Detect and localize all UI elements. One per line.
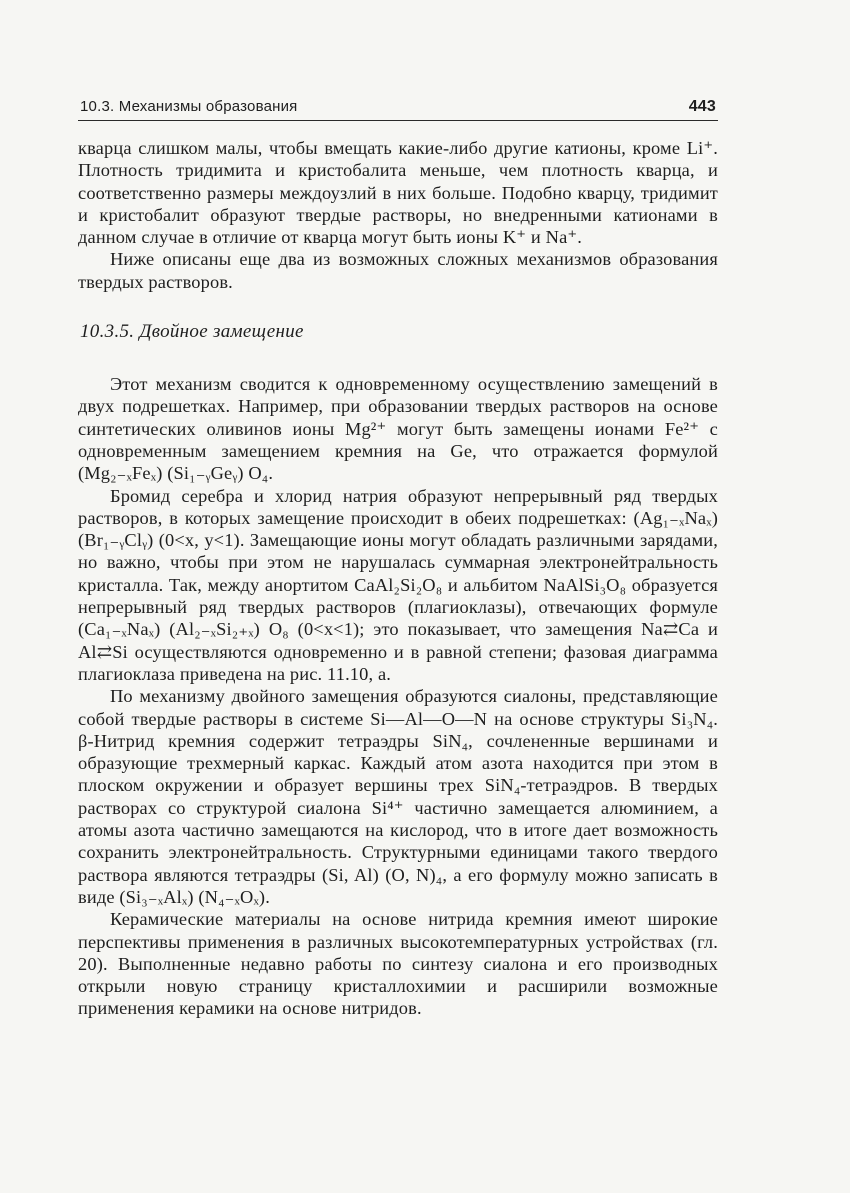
subsection-title: 10.3.5. Двойное замещение — [80, 321, 304, 343]
book-page — [78, 98, 718, 1020]
paragraph-continued: кварца слишком малы, чтобы вмещать какие-либо другие катионы, кроме Li⁺. Плотность тридимита и кристобалита меньше, чем плотность кварца, и соответственно размеры междоузлий в них больше. Подобно кварцу, тридимит и кристобалит образуют твердые растворы, но внедренными катионами в данном случае в отличие от кварца могут быть ионы K⁺ и Na⁺. — [78, 138, 718, 248]
paragraph: По механизму двойного замещения образуются сиалоны, представляющие собой твердые растворы в системе Si—Al—O—N на основе структуры Si₃N₄. β-Нитрид кремния содержит тетраэдры SiN₄, сочлененные вершинами и образующие трехмерный каркас. Каждый атом азота находится при этом в плоском окружении и образует вершины трех SiN₄-тетраэдров. В твердых растворах со структурой сиалона Si⁴⁺ частично замещается алюминием, а атомы азота частично замещаются на кислород, что в итоге дает возможность сохранить электронейтральность. Структурными единицами такого твердого раствора являются тетраэдры (Si, Al) (O, N)₄, а его формулу можно записать в виде (Si₃₋ₓAlₓ) (N₄₋ₓOₓ). — [78, 686, 718, 907]
section-heading: 10.3. Механизмы образования — [80, 98, 298, 115]
page-number: 443 — [688, 98, 716, 115]
paragraph: Этот механизм сводится к одновременному осуществлению замещений в двух подрешетках. Например, при образовании твердых растворов на основе синтетических оливинов ионы Mg²⁺ могут быть замещены ионами Fe²⁺ с одновременным замещением кремния на Ge, что отражается формулой (Mg₂₋ₓFeₓ) (Si₁₋ᵧGeᵧ) O₄. — [78, 374, 718, 484]
paragraph: Ниже описаны еще два из возможных сложных механизмов образования твердых растворов. — [78, 249, 718, 292]
running-header — [78, 98, 718, 121]
paragraph: Бромид серебра и хлорид натрия образуют непрерывный ряд твердых растворов, в которых замещение происходит в обеих подрешетках: (Ag₁₋ₓNaₓ) (Br₁₋ᵧClᵧ) (0<x, y<1). Замещающие ионы могут обладать различными зарядами, но важно, чтобы при этом не нарушалась суммарная электронейтральность кристалла. Так, между анортитом CaAl₂Si₂O₈ и альбитом NaAlSi₃O₈ образуется непрерывный ряд твердых растворов (плагиоклазы), отвечающих формуле (Ca₁₋ₓNaₓ) (Al₂₋ₓSi₂₊ₓ) O₈ (0<x<1); это показывает, что замещения Na⇄Ca и Al⇄Si осуществляются одновременно и в равной степени; фазовая диаграмма плагиоклаза приведена на рис. 11.10, а. — [78, 485, 718, 684]
paragraph: Керамические материалы на основе нитрида кремния имеют широкие перспективы применения в различных высокотемпературных устройствах (гл. 20). Выполненные недавно работы по синтезу сиалона и его производных открыли новую страницу кристаллохимии и расширили возможные применения керамики на основе нитридов. — [78, 909, 718, 1019]
intro-text — [78, 137, 718, 293]
section-body — [78, 373, 718, 1020]
